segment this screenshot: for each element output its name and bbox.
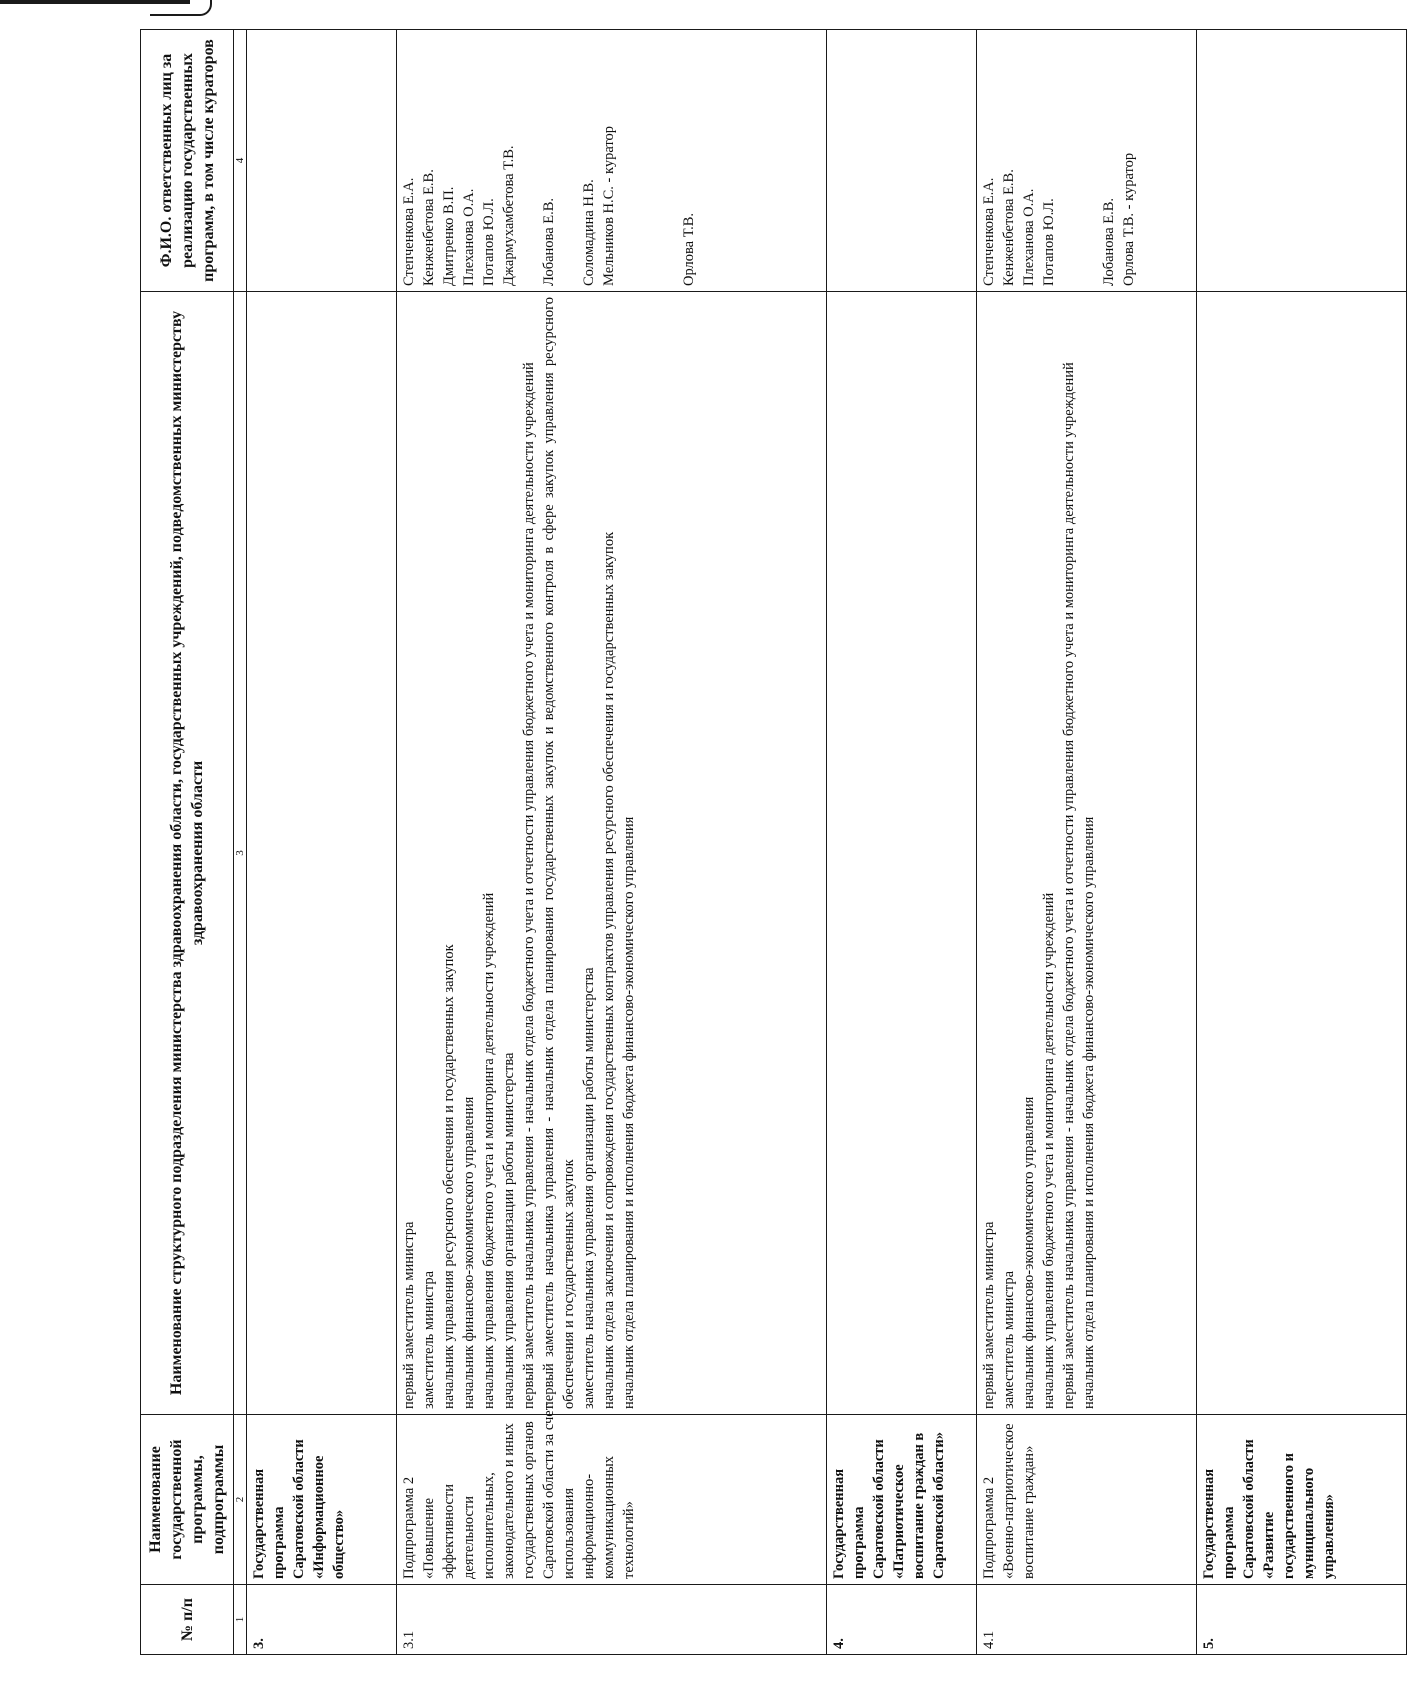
person-name: Лобанова Е.В.: [1101, 197, 1117, 286]
program-name-line: Государственная: [831, 1468, 847, 1579]
person-name: Мельников Н.С. - куратор: [601, 125, 617, 286]
person-name: Джармухамбетова Т.В.: [501, 145, 517, 286]
column-number: 2: [234, 1415, 247, 1585]
program-name-line: «Военно-патриотическое: [1001, 1423, 1017, 1579]
header-persons: Ф.И.О. ответственных лиц за реализацию государственных программ, в том числе кураторов: [141, 30, 234, 292]
person-name: Плеханова О.А.: [461, 188, 477, 286]
program-name-line: «Патриотическое: [891, 1464, 907, 1579]
person-name: Степченкова Е.А.: [401, 177, 417, 286]
program-name-line: исполнительных,: [481, 1472, 497, 1579]
person-name: Дмитренко В.П.: [441, 186, 457, 286]
program-name-line: эффективности: [441, 1484, 457, 1579]
responsible-persons: [1197, 30, 1407, 292]
row-number: 4.1: [977, 1585, 1197, 1655]
responsible-persons: [827, 30, 977, 292]
program-name-line: управления»: [1321, 1494, 1337, 1579]
program-name-line: государственных органов: [521, 1421, 537, 1579]
program-name: [977, 1415, 1197, 1585]
program-name: [1197, 1415, 1407, 1585]
program-name-line: Подпрограмма 2: [401, 1476, 417, 1579]
subdivision-item: первый заместитель министра: [981, 1221, 997, 1409]
program-name-line: Саратовской области: [291, 1439, 307, 1579]
subdivision-list: [827, 292, 977, 1415]
program-name-line: коммуникационных: [601, 1456, 617, 1579]
program-name-line: Саратовской области»: [931, 1431, 947, 1579]
program-name-line: технологий»: [621, 1501, 637, 1579]
subdivision-item: начальник управления ресурсного обеспечения и государственных закупок: [441, 944, 457, 1409]
program-name-line: программа: [271, 1506, 287, 1579]
header-program: Наименование государственной программы, подпрограммы: [141, 1415, 234, 1585]
column-number: 1: [234, 1585, 247, 1655]
subdivision-item: первый заместитель начальника управления - начальник отдела бюджетного учета и отчетности управления бюджетного учета и мониторинга деятельности учреждений: [1061, 362, 1077, 1409]
person-spacer: [639, 35, 659, 286]
program-name-line: воспитание граждан»: [1021, 1445, 1037, 1579]
program-name-line: Государственная: [1201, 1468, 1217, 1579]
subdivision-item: начальник управления организации работы министерства: [501, 1052, 517, 1409]
person-name: Кенженбетова Е.В.: [421, 169, 437, 286]
person-name: Орлова Т.В.: [681, 212, 697, 286]
responsible-persons: [247, 30, 397, 292]
person-name: Орлова Т.В. - куратор: [1121, 152, 1137, 286]
scan-edge-curve: [150, 0, 212, 16]
subdivision-item: начальник управления бюджетного учета и мониторинга деятельности учреждений: [1041, 892, 1057, 1409]
program-name-line: воспитание граждан в: [911, 1432, 927, 1579]
program-name-line: информационно-: [581, 1473, 597, 1579]
person-name: Плеханова О.А.: [1021, 188, 1037, 286]
subdivision-item: заместитель начальника управления организации работы министерства: [581, 967, 597, 1409]
responsible-persons: [397, 30, 827, 292]
program-name-line: «Информационное: [311, 1455, 327, 1579]
column-number-row: [234, 30, 247, 1655]
row-number: 3.: [247, 1585, 397, 1655]
table-body: [247, 30, 1407, 1655]
program-name: [247, 1415, 397, 1585]
program-name-line: Саратовской области за счет: [541, 1403, 557, 1579]
program-name-line: государственного и: [1281, 1453, 1297, 1579]
program-name-line: Подпрограмма 2: [981, 1476, 997, 1579]
rotated-table-wrapper: [140, 30, 1337, 1655]
person-name: Соломадина Н.В.: [581, 179, 597, 286]
person-name: Кенженбетова Е.В.: [1001, 169, 1017, 286]
person-spacer: [519, 35, 539, 286]
responsibility-table: [140, 29, 1407, 1655]
subdivision-item: первый заместитель начальника управления - начальник отдела планирования государственных закупок и ведомственного контроля в сфере закупок управления ресурсного обеспечения и государственных закупок: [541, 297, 577, 1409]
subdivision-list: [977, 292, 1197, 1415]
subdivision-list: [397, 292, 827, 1415]
subdivision-item: начальник отдела планирования и исполнения бюджета финансово-экономического управления: [621, 816, 637, 1409]
subdivision-item: начальник финансово-экономического управления: [1021, 1096, 1037, 1409]
program-name: [397, 1403, 827, 1585]
program-name-line: программа: [851, 1506, 867, 1579]
person-spacer: [559, 35, 579, 286]
program-name-line: «Повышение: [421, 1497, 437, 1579]
subdivision-item: начальник финансово-экономического управления: [461, 1096, 477, 1409]
subdivision-list: [1197, 292, 1407, 1415]
subdivision-item: первый заместитель начальника управления - начальник отдела бюджетного учета и отчетности управления бюджетного учета и мониторинга деятельности учреждений: [521, 362, 537, 1409]
person-name: Лобанова Е.В.: [541, 197, 557, 286]
table-row: [397, 30, 827, 1655]
program-name-line: деятельности: [461, 1495, 477, 1579]
table-row: [827, 30, 977, 1655]
program-name-line: муниципального: [1301, 1467, 1317, 1579]
row-number: 3.1: [397, 1585, 827, 1655]
person-spacer: [1059, 35, 1079, 286]
person-spacer: [1079, 35, 1099, 286]
person-spacer: [619, 35, 639, 286]
table-row: [977, 30, 1197, 1655]
subdivision-list: [247, 292, 397, 1415]
program-name: [827, 1415, 977, 1585]
program-name-line: Саратовской области: [1241, 1439, 1257, 1579]
header-num: № п/п: [141, 1585, 234, 1655]
responsible-persons: [977, 30, 1197, 292]
column-number: 3: [234, 292, 247, 1415]
column-number: 4: [234, 30, 247, 292]
header-row: [141, 30, 234, 1655]
subdivision-item: начальник отдела заключения и сопровождения государственных контрактов управления ресурсного обеспечения и государственных закупок: [601, 531, 617, 1409]
person-spacer: [659, 35, 679, 286]
table-row: [1197, 30, 1407, 1655]
program-name-line: общество»: [331, 1509, 347, 1579]
subdivision-item: заместитель министра: [1001, 1270, 1017, 1409]
subdivision-item: начальник отдела планирования и исполнения бюджета финансово-экономического управления: [1081, 816, 1097, 1409]
person-name: Потапов Ю.Л.: [1041, 198, 1057, 286]
program-name-line: программа: [1221, 1506, 1237, 1579]
row-number: 4.: [827, 1585, 977, 1655]
subdivision-item: первый заместитель министра: [401, 1221, 417, 1409]
header-subdivision: Наименование структурного подразделения министерства здравоохранения области, государственных учреждений, подведомственных министерству здравоохранения области: [141, 292, 234, 1415]
row-number: 5.: [1197, 1585, 1407, 1655]
program-name-line: Саратовской области: [871, 1439, 887, 1579]
person-name: Потапов Ю.Л.: [481, 198, 497, 286]
subdivision-item: начальник управления бюджетного учета и мониторинга деятельности учреждений: [481, 892, 497, 1409]
program-name-line: Государственная: [251, 1468, 267, 1579]
subdivision-item: заместитель министра: [421, 1270, 437, 1409]
program-name-line: «Развитие: [1261, 1511, 1277, 1579]
program-name-line: законодательного и иных: [501, 1423, 517, 1579]
table-row: [247, 30, 397, 1655]
person-name: Степченкова Е.А.: [981, 177, 997, 286]
program-name-line: использования: [561, 1487, 577, 1579]
